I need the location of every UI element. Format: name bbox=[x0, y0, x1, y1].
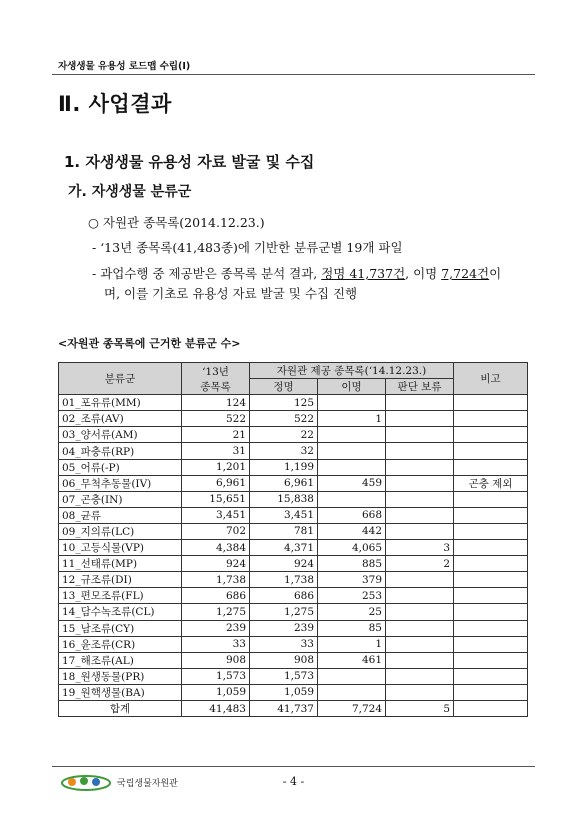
pending-count-cell bbox=[386, 620, 454, 636]
table-row bbox=[59, 684, 528, 700]
synonym-count-cell: 442 bbox=[318, 523, 386, 539]
valid-count-cell: 6,961 bbox=[250, 475, 318, 491]
synonym-count-cell: 379 bbox=[318, 572, 386, 588]
dash-item-2 bbox=[92, 264, 542, 304]
synonym-count-cell: 85 bbox=[318, 620, 386, 636]
dash-item-2-text: , 이명 bbox=[405, 266, 442, 281]
remarks-cell bbox=[454, 572, 528, 588]
count-2013-cell: 1,573 bbox=[182, 668, 250, 684]
synonym-count-cell bbox=[318, 668, 386, 684]
count-2013-cell: 124 bbox=[182, 395, 250, 411]
pending-count-cell bbox=[386, 491, 454, 507]
header-rule bbox=[52, 74, 535, 75]
group-name-cell: 06_무척추동물(IV) bbox=[59, 475, 182, 491]
table-row bbox=[59, 443, 528, 459]
group-name-cell: 11_선태류(MP) bbox=[59, 556, 182, 572]
group-name-cell: 03_양서류(AM) bbox=[59, 427, 182, 443]
table-row bbox=[59, 556, 528, 572]
total-row bbox=[59, 700, 528, 716]
remarks-cell bbox=[454, 636, 528, 652]
remarks-cell bbox=[454, 507, 528, 523]
table-row bbox=[59, 523, 528, 539]
table-body bbox=[59, 395, 528, 717]
total-remarks-cell bbox=[454, 700, 528, 716]
count-2013-cell: 6,961 bbox=[182, 475, 250, 491]
valid-count-cell: 22 bbox=[250, 427, 318, 443]
valid-count-cell: 239 bbox=[250, 620, 318, 636]
table-row bbox=[59, 668, 528, 684]
total-pending-cell: 5 bbox=[386, 700, 454, 716]
count-2013-cell: 15,651 bbox=[182, 491, 250, 507]
table-row bbox=[59, 411, 528, 427]
table-row bbox=[59, 427, 528, 443]
count-2013-cell: 1,201 bbox=[182, 459, 250, 475]
synonym-count-cell: 668 bbox=[318, 507, 386, 523]
pending-count-cell: 2 bbox=[386, 556, 454, 572]
valid-count-highlight: 정명 41,737건 bbox=[321, 266, 406, 281]
table-row bbox=[59, 395, 528, 411]
pending-count-cell bbox=[386, 572, 454, 588]
pending-count-cell bbox=[386, 475, 454, 491]
count-2013-cell: 522 bbox=[182, 411, 250, 427]
count-2013-cell: 924 bbox=[182, 556, 250, 572]
header-2013-list bbox=[182, 363, 250, 395]
remarks-cell: 곤충 제외 bbox=[454, 475, 528, 491]
valid-count-cell: 1,059 bbox=[250, 684, 318, 700]
synonym-count-cell bbox=[318, 395, 386, 411]
table-row bbox=[59, 459, 528, 475]
valid-count-cell: 15,838 bbox=[250, 491, 318, 507]
table-caption: <자원관 종목록에 근거한 분류군 수> bbox=[58, 337, 241, 350]
header-provided-list: 자원관 제공 종목록(‘14.12.23.) bbox=[250, 363, 454, 379]
subsection-title: 가. 자생생물 분류군 bbox=[68, 184, 192, 200]
pending-count-cell bbox=[386, 411, 454, 427]
synonym-count-cell bbox=[318, 459, 386, 475]
pending-count-cell bbox=[386, 443, 454, 459]
pending-count-cell bbox=[386, 459, 454, 475]
synonym-count-cell: 4,065 bbox=[318, 540, 386, 556]
group-name-cell: 13_편모조류(FL) bbox=[59, 588, 182, 604]
remarks-cell bbox=[454, 491, 528, 507]
running-header: 자생생물 유용성 로드맵 수립(Ⅰ) bbox=[58, 61, 191, 72]
group-name-cell: 04_파충류(RP) bbox=[59, 443, 182, 459]
dash-item-2-text: - 과업수행 중 제공받은 종목록 분석 결과, bbox=[92, 266, 322, 281]
group-name-cell: 19_원핵생물(BA) bbox=[59, 684, 182, 700]
pending-count-cell bbox=[386, 507, 454, 523]
count-2013-cell: 33 bbox=[182, 636, 250, 652]
group-name-cell: 07_곤충(IN) bbox=[59, 491, 182, 507]
footer-rule bbox=[52, 766, 535, 767]
header-remarks: 비고 bbox=[454, 363, 528, 395]
valid-count-cell: 522 bbox=[250, 411, 318, 427]
header-synonym: 이명 bbox=[318, 379, 386, 395]
header-group: 분류군 bbox=[59, 363, 182, 395]
pending-count-cell bbox=[386, 668, 454, 684]
valid-count-cell: 781 bbox=[250, 523, 318, 539]
valid-count-cell: 1,738 bbox=[250, 572, 318, 588]
group-name-cell: 05_어류(-P) bbox=[59, 459, 182, 475]
synonym-count-cell bbox=[318, 427, 386, 443]
count-2013-cell: 3,451 bbox=[182, 507, 250, 523]
table-row bbox=[59, 636, 528, 652]
pending-count-cell: 3 bbox=[386, 540, 454, 556]
pending-count-cell bbox=[386, 523, 454, 539]
group-name-cell: 10_고등식물(VP) bbox=[59, 540, 182, 556]
count-2013-cell: 908 bbox=[182, 652, 250, 668]
remarks-cell bbox=[454, 395, 528, 411]
header-valid: 정명 bbox=[250, 379, 318, 395]
valid-count-cell: 33 bbox=[250, 636, 318, 652]
remarks-cell bbox=[454, 427, 528, 443]
group-name-cell: 17_해조류(AL) bbox=[59, 652, 182, 668]
count-2013-cell: 1,275 bbox=[182, 604, 250, 620]
table-row bbox=[59, 491, 528, 507]
group-name-cell: 01_포유류(MM) bbox=[59, 395, 182, 411]
dash-item-1: - ‘13년 종목록(41,483종)에 기반한 분류군별 19개 파일 bbox=[92, 240, 403, 255]
pending-count-cell bbox=[386, 636, 454, 652]
count-2013-cell: 1,738 bbox=[182, 572, 250, 588]
synonym-count-cell bbox=[318, 443, 386, 459]
group-name-cell: 14_담수녹조류(CL) bbox=[59, 604, 182, 620]
synonym-count-cell: 1 bbox=[318, 411, 386, 427]
pending-count-cell bbox=[386, 588, 454, 604]
count-2013-cell: 1,059 bbox=[182, 684, 250, 700]
table-row bbox=[59, 507, 528, 523]
dash-item-2-continuation: 며, 이를 기초로 유용성 자료 발굴 및 수집 진행 bbox=[104, 286, 358, 301]
chapter-title: Ⅱ. 사업결과 bbox=[58, 92, 172, 116]
footer-organization: 국립생물자원관 bbox=[117, 779, 178, 789]
valid-count-cell: 32 bbox=[250, 443, 318, 459]
group-name-cell: 16_윤조류(CR) bbox=[59, 636, 182, 652]
synonym-count-cell: 25 bbox=[318, 604, 386, 620]
valid-count-cell: 3,451 bbox=[250, 507, 318, 523]
section-title: 1. 자생생물 유용성 자료 발굴 및 수집 bbox=[64, 153, 315, 171]
table-row bbox=[59, 620, 528, 636]
table-row bbox=[59, 475, 528, 491]
header-2013-line1: ‘13년 bbox=[202, 365, 229, 378]
total-2013-cell: 41,483 bbox=[182, 700, 250, 716]
group-name-cell: 08_균류 bbox=[59, 507, 182, 523]
table-row bbox=[59, 588, 528, 604]
count-2013-cell: 702 bbox=[182, 523, 250, 539]
group-name-cell: 15_남조류(CY) bbox=[59, 620, 182, 636]
synonym-count-cell: 253 bbox=[318, 588, 386, 604]
valid-count-cell: 686 bbox=[250, 588, 318, 604]
table-row bbox=[59, 604, 528, 620]
valid-count-cell: 4,371 bbox=[250, 540, 318, 556]
valid-count-cell: 1,275 bbox=[250, 604, 318, 620]
group-name-cell: 12_규조류(DI) bbox=[59, 572, 182, 588]
pending-count-cell bbox=[386, 395, 454, 411]
total-synonym-cell: 7,724 bbox=[318, 700, 386, 716]
group-name-cell: 02_조류(AV) bbox=[59, 411, 182, 427]
synonym-count-cell: 461 bbox=[318, 652, 386, 668]
table-row bbox=[59, 572, 528, 588]
remarks-cell bbox=[454, 684, 528, 700]
remarks-cell bbox=[454, 411, 528, 427]
count-2013-cell: 31 bbox=[182, 443, 250, 459]
bullet-item: ○ 자원관 종목록(2014.12.23.) bbox=[88, 215, 265, 230]
remarks-cell bbox=[454, 604, 528, 620]
pending-count-cell bbox=[386, 604, 454, 620]
dash-item-2-text: 이 bbox=[489, 266, 502, 281]
count-2013-cell: 4,384 bbox=[182, 540, 250, 556]
remarks-cell bbox=[454, 459, 528, 475]
synonym-count-cell bbox=[318, 491, 386, 507]
valid-count-cell: 1,199 bbox=[250, 459, 318, 475]
count-2013-cell: 239 bbox=[182, 620, 250, 636]
total-label-cell: 합계 bbox=[59, 700, 182, 716]
pending-count-cell bbox=[386, 684, 454, 700]
synonym-count-highlight: 7,724건 bbox=[441, 266, 490, 281]
group-name-cell: 18_원생동물(PR) bbox=[59, 668, 182, 684]
table-row bbox=[59, 540, 528, 556]
remarks-cell bbox=[454, 588, 528, 604]
remarks-cell bbox=[454, 443, 528, 459]
valid-count-cell: 125 bbox=[250, 395, 318, 411]
remarks-cell bbox=[454, 540, 528, 556]
remarks-cell bbox=[454, 652, 528, 668]
pending-count-cell bbox=[386, 652, 454, 668]
table-row bbox=[59, 652, 528, 668]
valid-count-cell: 908 bbox=[250, 652, 318, 668]
pending-count-cell bbox=[386, 427, 454, 443]
remarks-cell bbox=[454, 620, 528, 636]
header-2013-line2: 종목록 bbox=[200, 380, 231, 393]
remarks-cell bbox=[454, 556, 528, 572]
remarks-cell bbox=[454, 668, 528, 684]
count-2013-cell: 686 bbox=[182, 588, 250, 604]
synonym-count-cell bbox=[318, 684, 386, 700]
synonym-count-cell: 459 bbox=[318, 475, 386, 491]
header-pending: 판단 보류 bbox=[386, 379, 454, 395]
valid-count-cell: 924 bbox=[250, 556, 318, 572]
total-valid-cell: 41,737 bbox=[250, 700, 318, 716]
group-name-cell: 09_지의류(LC) bbox=[59, 523, 182, 539]
count-2013-cell: 21 bbox=[182, 427, 250, 443]
synonym-count-cell: 885 bbox=[318, 556, 386, 572]
synonym-count-cell: 1 bbox=[318, 636, 386, 652]
page-number: - 4 - bbox=[282, 775, 305, 788]
remarks-cell bbox=[454, 523, 528, 539]
valid-count-cell: 1,573 bbox=[250, 668, 318, 684]
species-count-table bbox=[58, 362, 528, 717]
